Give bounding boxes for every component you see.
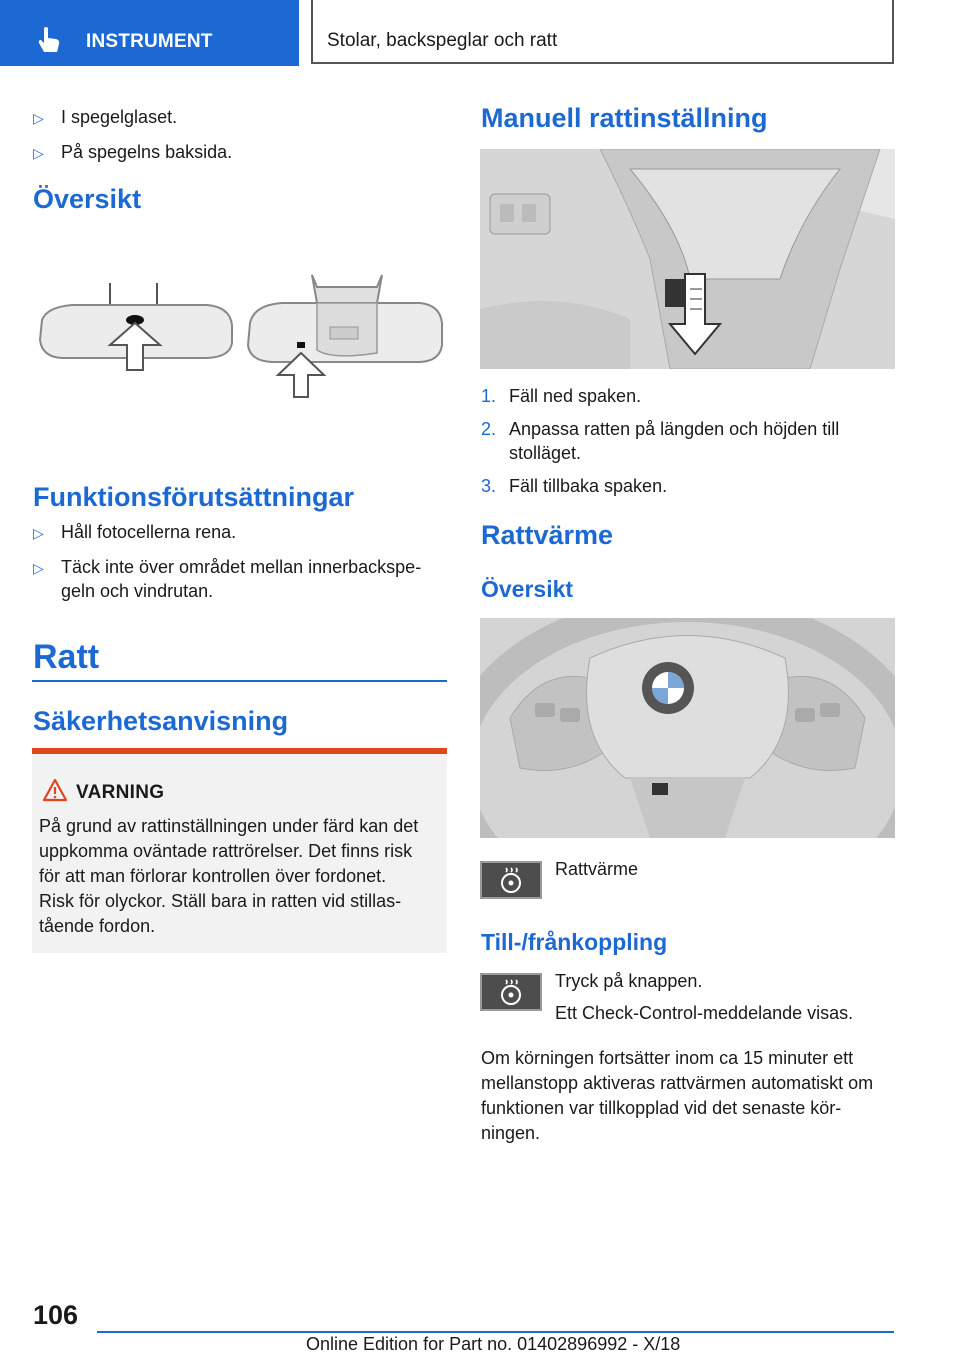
on-off-heading: Till-/frånkoppling <box>481 929 668 955</box>
list-item: ▷ Täck inte över området mellan innerbackspegeln och vindrutan. <box>33 557 422 601</box>
wheel-heating-heading: Rattvärme <box>481 520 614 550</box>
warning-text: På grund av rattinställningen under färd kan det uppkomma oväntade rattrörelser. Det finns risk för att man förlorar kontrollen över fordonet. Risk för olyckor. Ställ bara in ratten vid stillas‐ tående fordon. <box>39 816 419 936</box>
list-item: 3. Fäll tillbaka spaken. <box>481 476 668 496</box>
header-section-label: INSTRUMENT <box>86 31 213 52</box>
list-item: 2. Anpassa ratten på längden och höjden till stolläget. <box>481 419 840 463</box>
steering-column-lever-image <box>480 149 895 369</box>
safety-heading: Säkerhetsanvisning <box>33 706 289 736</box>
triangle-bullet-icon: ▷ <box>33 145 44 161</box>
page-number: 106 <box>33 1300 79 1330</box>
wheel-heating-overview-heading: Översikt <box>481 576 574 602</box>
steering-wheel-image <box>480 618 895 838</box>
list-item: ▷ I spegelglaset. <box>33 105 448 130</box>
heated-wheel-button[interactable] <box>480 973 542 1011</box>
header-chapter-label: Stolar, backspeglar och ratt <box>327 30 558 51</box>
steering-wheel-heading: Ratt <box>33 638 100 676</box>
func-bullet-list <box>33 520 448 603</box>
manual-adjust-heading: Manuell rattinställning <box>481 103 768 133</box>
heated-steering-wheel-icon <box>482 975 540 1009</box>
rearview-mirror-illustration <box>32 265 447 405</box>
heated-wheel-button-icon[interactable] <box>480 861 542 899</box>
functional-requirements-heading: Funktionsförutsättningar <box>33 482 354 512</box>
warning-label: VARNING <box>76 782 165 803</box>
triangle-bullet-icon: ▷ <box>33 525 44 541</box>
divider <box>32 680 447 682</box>
oversikt-heading: Översikt <box>33 184 142 214</box>
bullet-list-top <box>33 105 448 165</box>
steps-list <box>481 384 896 498</box>
footer-divider <box>97 1331 894 1333</box>
pointing-hand-icon <box>36 26 62 54</box>
toggle-instructions: Tryck på knappen. Ett Check-Control-meddelande visas. <box>555 971 854 1023</box>
list-item: ▷ På spegelns baksida. <box>33 140 448 165</box>
footer-edition: Online Edition for Part no. 01402896992 - X/18 <box>306 1334 681 1354</box>
icon-label: Rattvärme <box>555 859 639 879</box>
list-item: 1. Fäll ned spaken. <box>481 386 642 406</box>
header-section-tab[interactable] <box>0 0 299 66</box>
header-chapter <box>311 0 894 64</box>
triangle-bullet-icon: ▷ <box>33 560 44 576</box>
triangle-bullet-icon: ▷ <box>33 110 44 126</box>
heated-steering-wheel-icon <box>482 863 540 897</box>
list-item: ▷ Håll fotocellerna rena. <box>33 520 448 545</box>
auto-activation-paragraph: Om körningen fortsätter inom ca 15 minuter ett mellanstopp aktiveras rattvärmen automatiskt om funktionen var tillkopplad vid det senaste kör‐ ningen. <box>481 1048 874 1143</box>
warning-triangle-icon <box>42 778 68 802</box>
warning-box <box>32 748 447 953</box>
